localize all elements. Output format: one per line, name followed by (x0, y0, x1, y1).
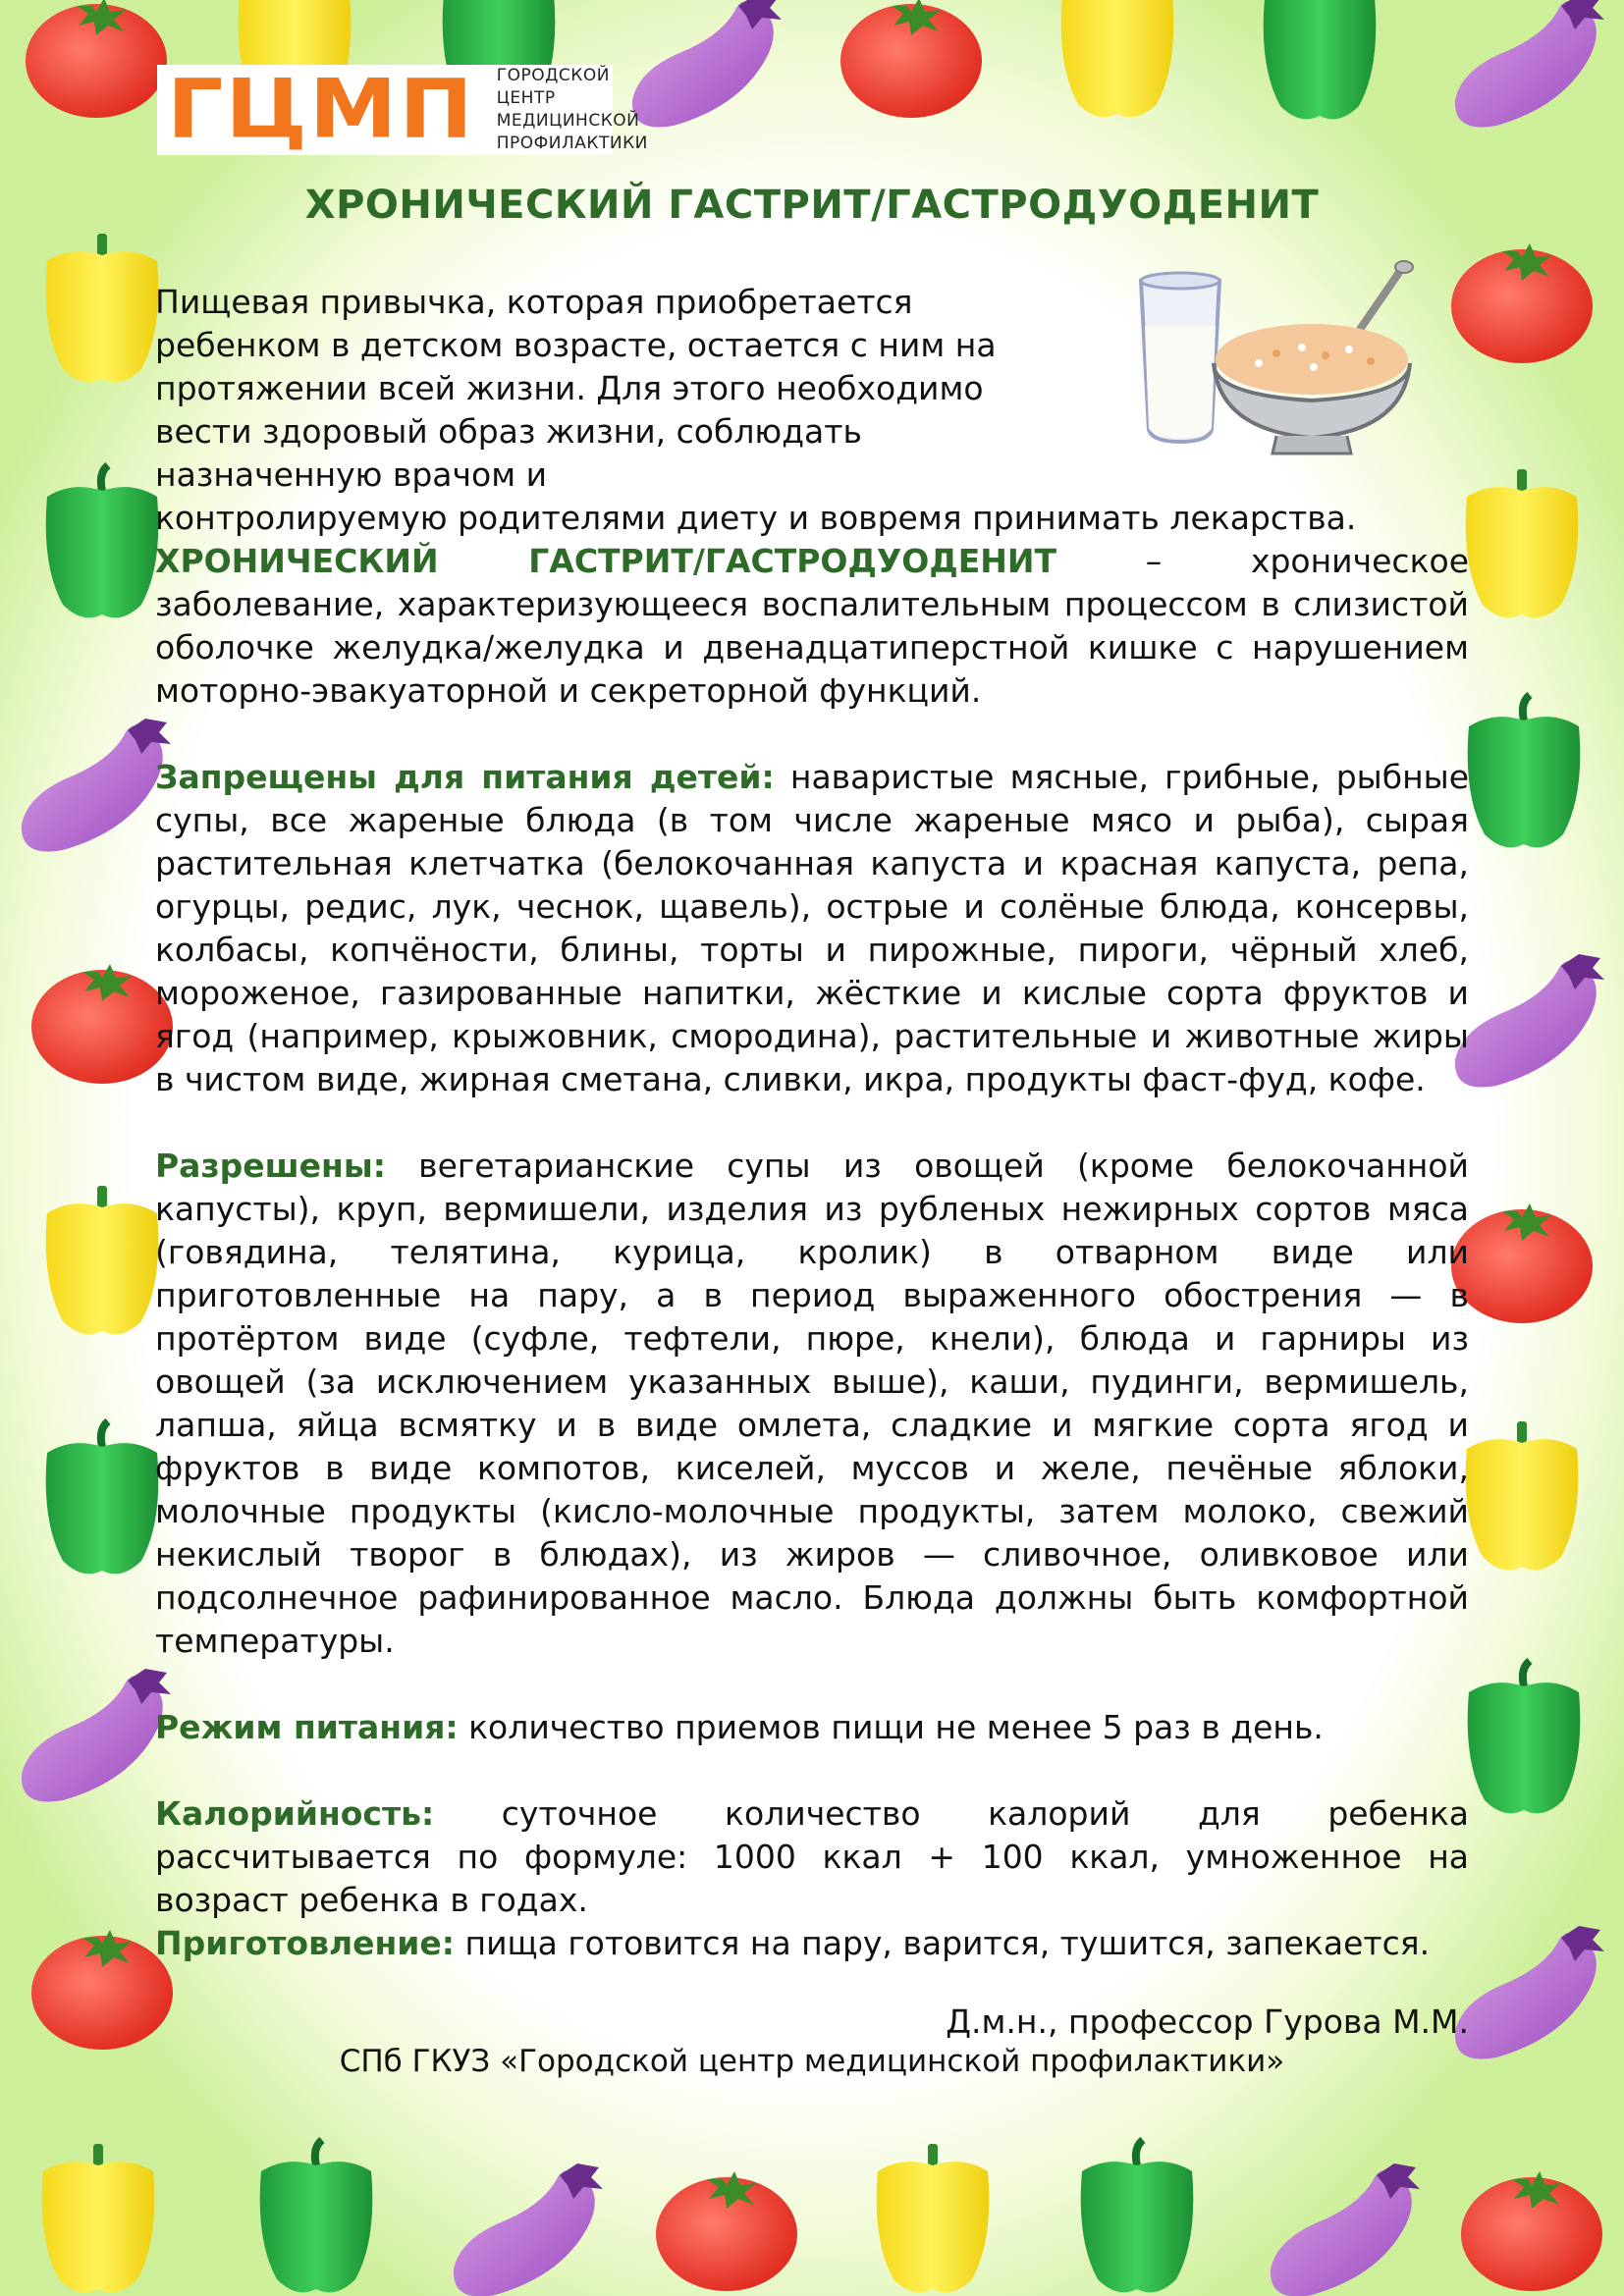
calories-text: суточное количество калорий для ребенка рассчитывается по формуле: 1000 ккал + 100 ккал, умноженное на возраст ребенка в годах. (155, 1794, 1469, 1919)
intro-paragraph-last-line: контролируемую родителями диету и вовремя принимать лекарства. (155, 499, 1357, 537)
eggplant-icon (454, 2163, 603, 2296)
green-pepper-icon (1081, 2140, 1194, 2292)
calories-heading: Калорийность: (155, 1794, 435, 1833)
logo-text (497, 65, 648, 155)
cooking-heading: Приготовление: (155, 1924, 456, 1962)
regime-paragraph (155, 1706, 1469, 1749)
intro-paragraph: Пищевая привычка, которая приобретается ребенком в детском возрасте, остается с ним на протяжении всей жизни. Для этого необходимо вести здоровый образ жизни, соблюдать назначенную врачом и (155, 283, 997, 494)
green-pepper-icon (1468, 695, 1581, 847)
logo-mark: ГЦМП (167, 62, 475, 157)
forbidden-heading: Запрещены для питания детей: (155, 758, 775, 796)
tomato-icon (31, 964, 173, 1084)
tomato-icon (1461, 2171, 1602, 2291)
forbidden-paragraph (155, 756, 1469, 1101)
regime-text: количество приемов пищи не менее 5 раз в день. (458, 1708, 1324, 1746)
green-pepper-icon (260, 2140, 373, 2292)
definition-text: – хроническое заболевание, характеризующееся воспалительным процессом в слизистой оболочке желудка/желудка и двенадцатиперстной кишке с нарушением моторно-эвакуаторной и секреторной функций. (155, 542, 1469, 710)
eggplant-icon (1455, 954, 1604, 1088)
page-title: ХРОНИЧЕСКИЙ ГАСТРИТ/ГАСТРОДУОДЕНИТ (304, 183, 1320, 228)
logo-text-line: ПРОФИЛАКТИКИ (496, 133, 648, 153)
article-body (155, 281, 1469, 2044)
definition-term: ХРОНИЧЕСКИЙ ГАСТРИТ/ГАСТРОДУОДЕНИТ (155, 542, 1057, 580)
yellow-pepper-icon (1466, 1421, 1579, 1570)
footer-organization: СПб ГКУЗ «Городской центр медицинской профилактики» (339, 2044, 1285, 2079)
cooking-text: пища готовится на пару, варится, тушится, запекается. (455, 1924, 1431, 1962)
green-pepper-icon (46, 465, 159, 617)
cooking-paragraph (155, 1922, 1469, 1965)
tomato-icon (1451, 243, 1593, 363)
allowed-text: вегетарианские супы из овощей (кроме белокочанной капусты), круп, вермишели, изделия из рубленых нежирных сортов мяса (говядина, телятина, курица, кролик) в отварном виде или приготовленные на пару, а в период выраженного обострения — в протёртом виде (суфле, тефтели, пюре, кнели), блюда и гарниры из овощей (за исключением указанных выше), каши, пудинги, вермишель, лапша, яйца всмятку и в виде омлета, сладкие и мягкие сорта ягод и фруктов в виде компотов, киселей, муссов и желе, печёные яблоки, молочные продукты (кисло-молочные продукты, затем молоко, свежий некислый творог в блюдах), из жиров — сливочное, оливковое или подсолнечное рафинированное масло. Блюда должны быть комфортной температуры. (155, 1147, 1469, 1660)
tomato-icon (656, 2171, 797, 2291)
eggplant-icon (632, 0, 782, 128)
yellow-pepper-icon (1061, 0, 1174, 117)
tomato-icon (840, 0, 982, 118)
calories-paragraph (155, 1792, 1469, 1922)
tomato-icon (26, 0, 167, 118)
logo-text-line: МЕДИЦИНСКОЙ (496, 111, 640, 131)
tomato-icon (31, 1930, 173, 2050)
allowed-heading: Разрешены: (155, 1147, 386, 1185)
yellow-pepper-icon (46, 234, 159, 382)
yellow-pepper-icon (877, 2144, 990, 2292)
green-pepper-icon (1468, 1661, 1581, 1813)
green-pepper-icon (46, 1421, 159, 1574)
green-pepper-icon (1264, 0, 1377, 119)
eggplant-icon (1455, 1926, 1604, 2059)
regime-heading: Режим питания: (155, 1708, 459, 1746)
yellow-pepper-icon (46, 1186, 159, 1334)
logo-text-line: ГОРОДСКОЙ ЦЕНТР (496, 66, 610, 108)
eggplant-icon (22, 719, 171, 852)
yellow-pepper-icon (42, 2144, 155, 2292)
definition-paragraph (155, 540, 1469, 713)
logo (157, 62, 648, 157)
eggplant-icon (22, 1669, 171, 1802)
yellow-pepper-icon (1466, 469, 1579, 617)
author-signature: Д.м.н., профессор Гурова М.М. (946, 2002, 1469, 2041)
allowed-paragraph (155, 1145, 1469, 1663)
tomato-icon (1451, 1203, 1593, 1323)
eggplant-icon (1271, 2163, 1420, 2296)
forbidden-text: наваристые мясные, грибные, рыбные супы, все жареные блюда (в том числе жареные мясо и рыба), сырая растительная клетчатка (белокочанная капуста и красная капуста, репа, огурцы, редис, лук, чеснок, щавель), острые и солёные блюда, консервы, колбасы, копчёности, блины, торты и пирожные, пироги, чёрный хлеб, мороженое, газированные напитки, жёсткие и кислые сорта фруктов и ягод (например, крыжовник, смородина), растительные и животные жиры в чистом виде, жирная сметана, сливки, икра, продукты фаст-фуд, кофе. (155, 758, 1470, 1098)
eggplant-icon (1455, 0, 1604, 128)
